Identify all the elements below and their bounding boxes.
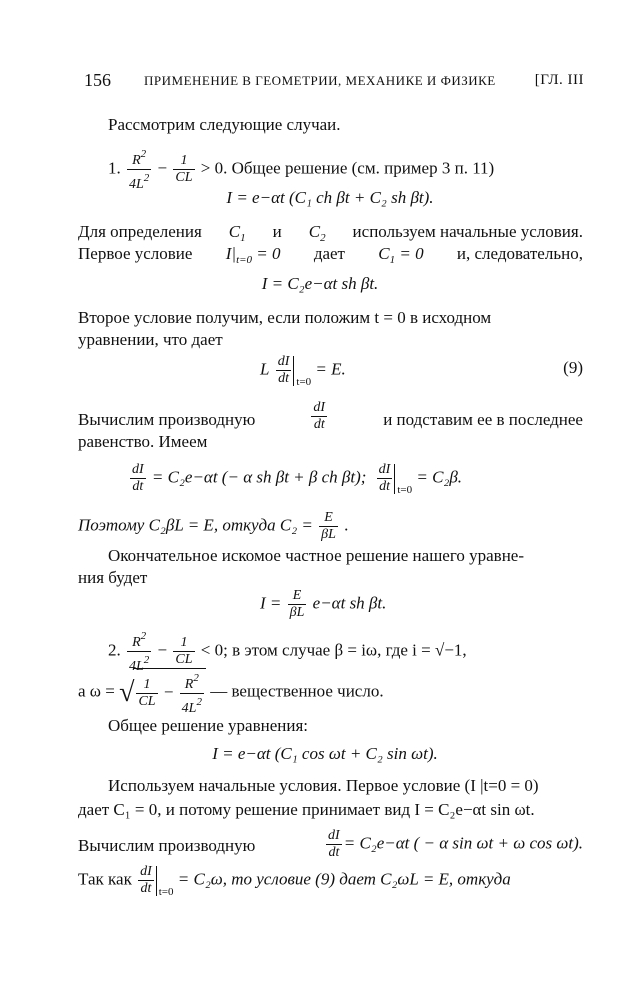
- intro-text: Рассмотрим следующие случаи.: [108, 115, 341, 134]
- equation-5: I = $\frac{E}{\beta L}$ e−αt sh βt.: [260, 588, 387, 620]
- equation-1: I = e−αt (C₁ ch βt + C₂ sh βt).: [226, 188, 434, 207]
- paragraph8: Вычислим производную $\frac{dI}{dt}$ = C₂e−αt ( − α sin ωt + ω cos ωt).: [78, 828, 583, 860]
- fraction-r2-4l2: $\frac{R^2}{4L^2}$: [129, 148, 150, 192]
- paragraph3-line1: Вычислим производную $\frac{dI}{dt}$ и подставим ее в последнее: [78, 400, 583, 432]
- paragraph6: Общее решение уравнения:: [108, 716, 308, 735]
- case2-line2: а ω = √ $\frac{1}{CL}$ − $\frac{R^2}{4L^2}$ — вещественное число.: [78, 668, 384, 717]
- running-header: [84, 70, 584, 94]
- case2-condition: 2. $\frac{R^2}{4L^2}$ − $\frac{1}{CL}$ < 0; в этом случае β = iω, где i = √−1,: [108, 630, 467, 674]
- paragraph7-line2: дает C₁ = 0, и потому решение принимает вид I = C₂e−αt sin ωt.: [78, 800, 535, 819]
- chapter-label: [ГЛ. III: [534, 72, 584, 88]
- equation-3: L $\frac{dI}{dt}$ $_{t=0}$ = E. (9): [260, 354, 583, 388]
- running-title: ПРИМЕНЕНИЕ В ГЕОМЕТРИИ, МЕХАНИКЕ И ФИЗИКЕ: [144, 73, 496, 88]
- equation-6: I = e−αt (C₁ cos ωt + C₂ sin ωt).: [212, 744, 438, 763]
- paragraph5-line1: Окончательное искомое частное решение нашего уравне-: [108, 546, 525, 565]
- paragraph2-line2: уравнении, что дает: [78, 330, 223, 349]
- paragraph1-line1: Для определения $C_1$ и $C_2$ используем начальные условия.: [78, 222, 583, 244]
- case1-tail: > 0. Общее решение (см. пример 3 п. 11): [200, 158, 495, 178]
- equation-number-9: (9): [563, 358, 583, 377]
- equation-4: $\frac{dI}{dt}$ = C₂e−αt (− α sh βt + β ch βt); $\frac{dI}{dt}$ $_{t=0}$ = C₂β.: [132, 462, 463, 496]
- paragraph1-line2: Первое условие $I|_{t=0} = 0$ дает $C_1 = 0$ и, следовательно,: [78, 244, 583, 266]
- paragraph7-line1: Используем начальные условия. Первое условие (I |t=0 = 0): [108, 776, 539, 795]
- fraction-1-cl: $\frac{1}{CL}$: [175, 153, 193, 185]
- paragraph9: Так как $\frac{dI}{dt}$ $_{t=0}$ = C₂ω, то условие (9) дает C₂ωL = E, откуда: [78, 864, 511, 898]
- case1-condition: 1. $\frac{R^2}{4L^2}$ − $\frac{1}{CL}$ > 0. Общее решение (см. пример 3 п. 11): [108, 148, 495, 192]
- case1-number: 1.: [108, 158, 121, 178]
- equation-2: I = C₂e−αt sh βt.: [261, 274, 379, 293]
- paragraph3-line2: равенство. Имеем: [78, 432, 208, 451]
- paragraph4: Поэтому C₂βL = E, откуда C₂ = $\frac{E}{\beta L}$ .: [78, 510, 349, 542]
- page-number: 156: [84, 70, 111, 90]
- paragraph5-line2: ния будет: [78, 568, 148, 587]
- paragraph2-line1: Второе условие получим, если положим t = 0 в исходном: [78, 308, 492, 327]
